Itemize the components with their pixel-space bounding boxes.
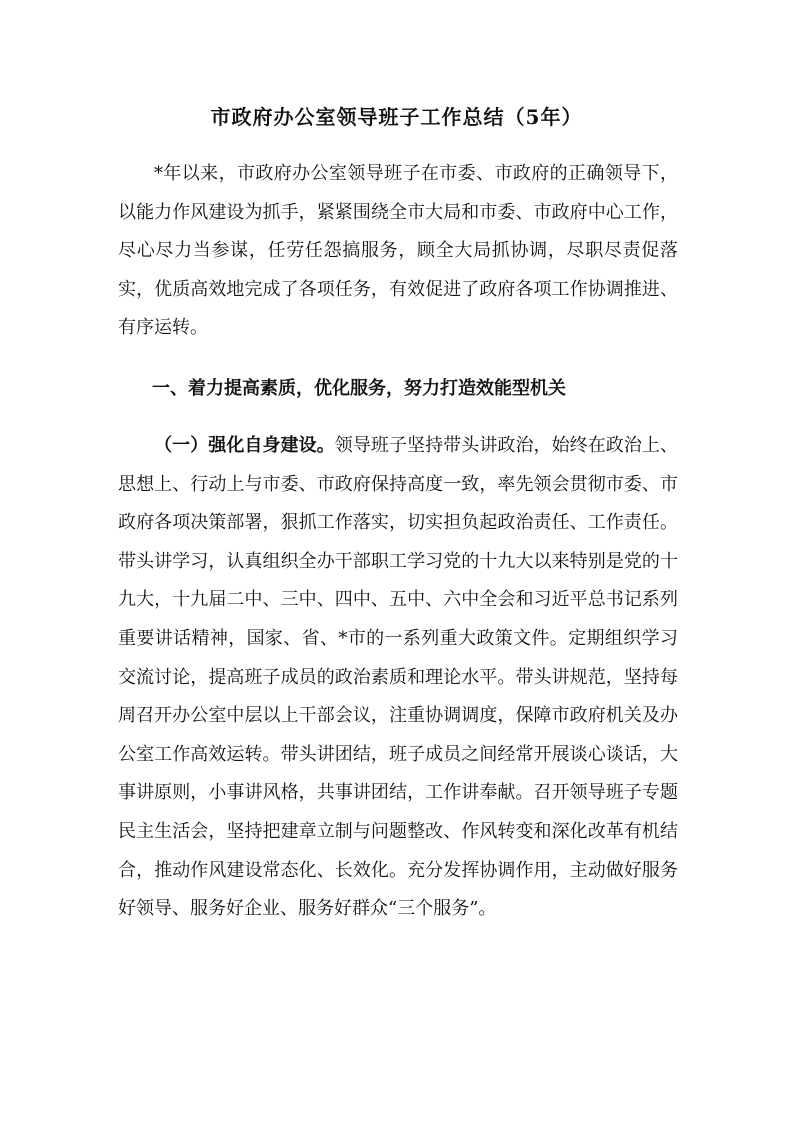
subsection-lead: （一）强化自身建设。 (154, 435, 335, 456)
intro-paragraph (118, 155, 678, 348)
intro-text: *年以来，市政府办公室领导班子在市委、市政府的正确领导下，以能力作风建设为抓手，紧紧围绕全市大局和市委、市政府中心工作，尽心尽力当参谋，任劳任怨搞服务，顾全大局抓协调，尽职尽责促落实，优质高效地完成了各项任务，有效促进了政府各项工作协调推进、有序运转。 (118, 163, 678, 339)
section-heading: 一、着力提高素质，优化服务，努力打造效能型机关 (152, 378, 566, 399)
document-title: 市政府办公室领导班子工作总结（5年） (210, 105, 583, 129)
subsection-body: 领导班子坚持带头讲政治，始终在政治上、思想上、行动上与市委、市政府保持高度一致，率先领会贯彻市委、市政府各项决策部署，狠抓工作落实，切实担负起政治责任、工作责任。带头讲学习，认真组织全办干部职工学习党的十九大以来特别是党的十九大，十九届二中、三中、四中、五中、六中全会和习近平总书记系列重要讲话精神，国家、省、*市的一系列重大政策文件。定期组织学习交流讨论，提高班子成员的政治素质和理论水平。带头讲规范，坚持每周召开办公室中层以上干部会议，注重协调调度，保障市政府机关及办公室工作高效运转。带头讲团结，班子成员之间经常开展谈心谈话，大事讲原则，小事讲风格，共事讲团结，工作讲奉献。召开领导班子专题民主生活会，坚持把建章立制与问题整改、作风转变和深化改革有机结合，推动作风建设常态化、长效化。充分发挥协调作用，主动做好服务好领导、服务好企业、服务好群众“三个服务”。 (118, 435, 679, 920)
subsection-paragraph (118, 427, 678, 929)
